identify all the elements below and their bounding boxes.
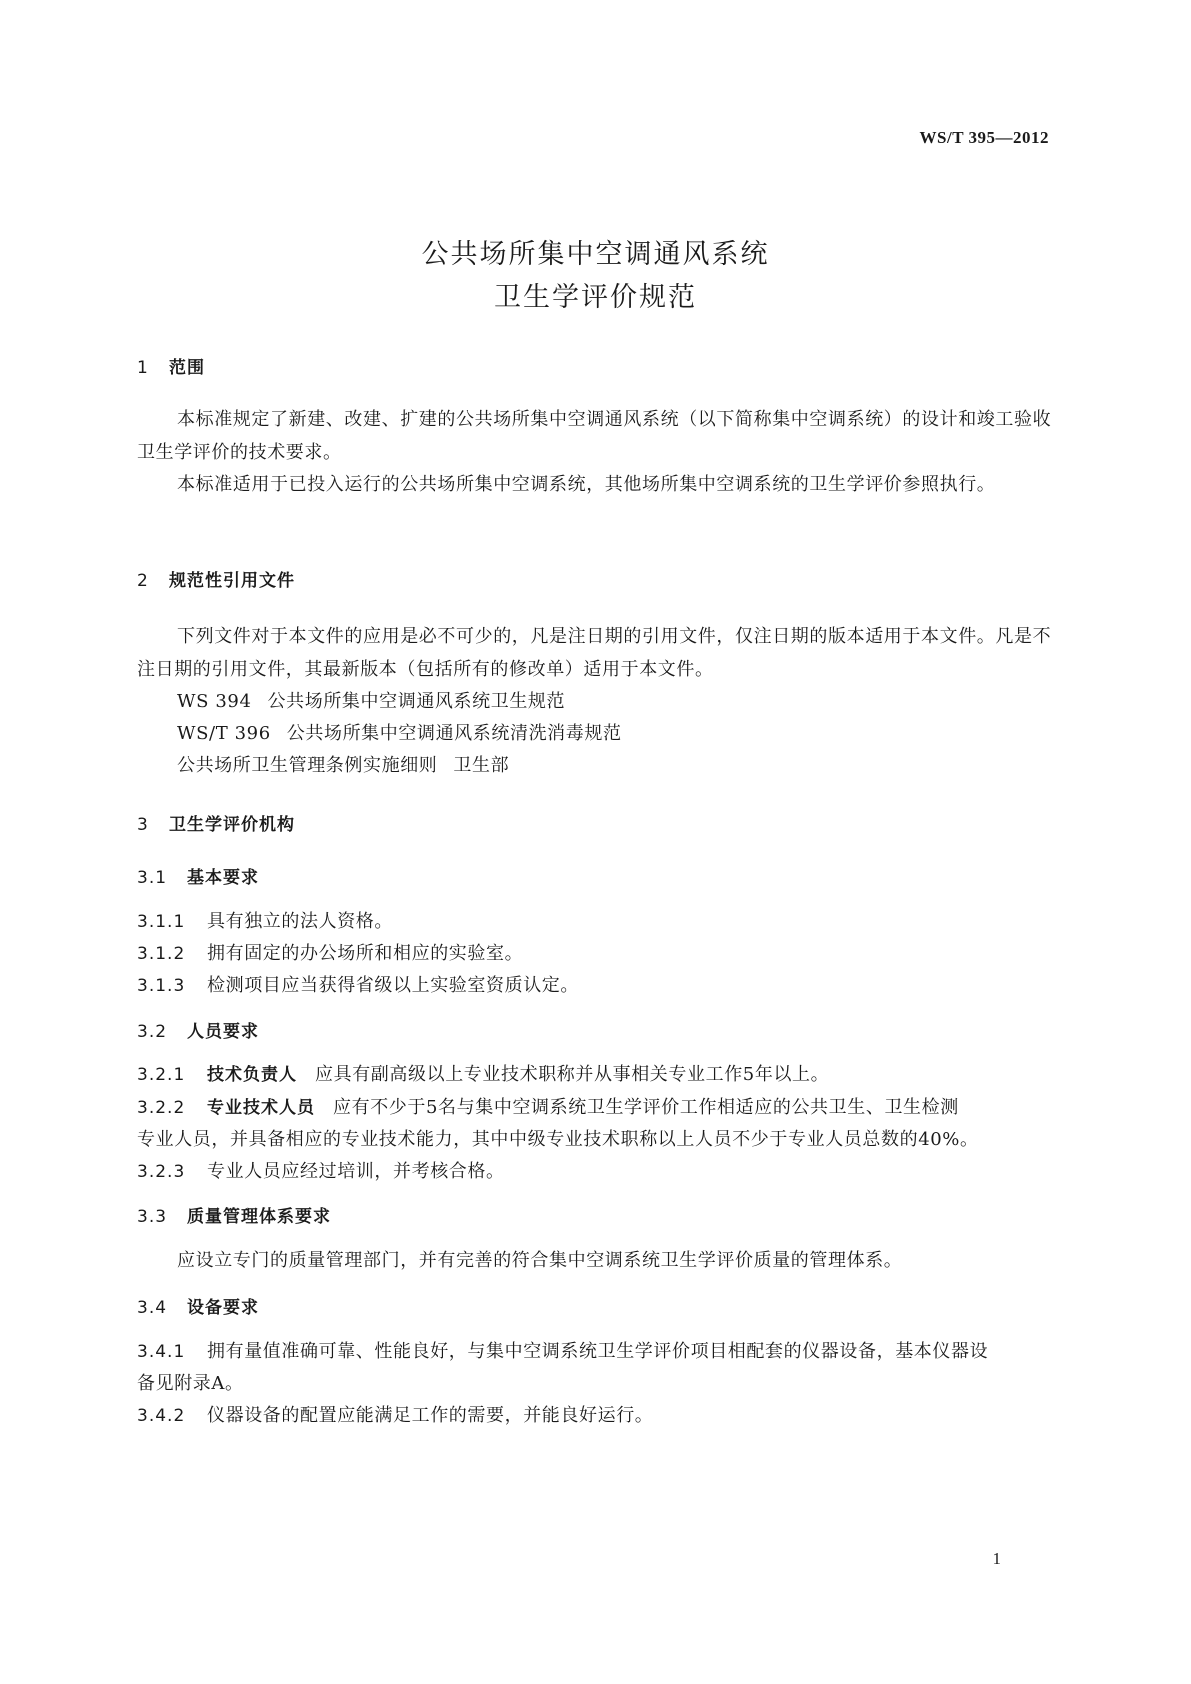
clause-text: 拥有量值准确可靠、性能良好，与集中空调系统卫生学评价项目相配套的仪器设备，基本仪器设 — [207, 1341, 989, 1362]
clause-text: 拥有固定的办公场所和相应的实验室。 — [207, 943, 524, 964]
clause-number: 3.2.2 — [137, 1098, 186, 1118]
reference-code: WS/T 396 — [177, 723, 271, 744]
section-title: 规范性引用文件 — [169, 571, 295, 591]
section-1-paragraph-1: 本标准规定了新建、改建、扩建的公共场所集中空调通风系统（以下简称集中空调系统）的设计和竣工验收卫生学评价的技术要求。 — [137, 409, 1052, 463]
section-3-heading — [137, 810, 295, 835]
document-title-line1: 公共场所集中空调通风系统 — [421, 239, 770, 270]
subsection-number: 3.4 — [137, 1298, 168, 1318]
subsection-title: 人员要求 — [187, 1022, 259, 1042]
subsection-title: 质量管理体系要求 — [187, 1207, 331, 1227]
reference-item — [177, 687, 565, 713]
clause-3-4-2 — [137, 1401, 653, 1427]
clause-3-4-1 — [137, 1337, 988, 1363]
clause-text: 具有独立的法人资格。 — [207, 911, 393, 932]
clause-3-2-3 — [137, 1157, 505, 1183]
section-1-heading — [137, 353, 205, 378]
clause-term: 专业技术人员 — [207, 1098, 315, 1118]
clause-term: 技术负责人 — [207, 1065, 297, 1085]
section-number: 3 — [137, 815, 149, 835]
reference-title: 公共场所集中空调通风系统清洗消毒规范 — [286, 723, 622, 744]
section-2-heading — [137, 566, 295, 591]
clause-3-4-1-continued: 备见附录A。 — [137, 1373, 244, 1394]
subsection-3-3-heading — [137, 1202, 331, 1227]
reference-title: 公共场所集中空调通风系统卫生规范 — [267, 691, 566, 712]
clause-text: 仪器设备的配置应能满足工作的需要，并能良好运行。 — [207, 1405, 654, 1426]
section-1-paragraph-2: 本标准适用于已投入运行的公共场所集中空调系统，其他场所集中空调系统的卫生学评价参照执行。 — [177, 474, 996, 495]
reference-title: 卫生部 — [453, 755, 510, 776]
clause-text: 应有不少于5名与集中空调系统卫生学评价工作相适应的公共卫生、卫生检测 — [333, 1097, 959, 1118]
reference-item — [177, 719, 622, 745]
section-title: 范围 — [169, 358, 205, 378]
subsection-3-1-heading — [137, 863, 259, 888]
reference-code: 公共场所卫生管理条例实施细则 — [177, 755, 438, 776]
clause-number: 3.1.2 — [137, 944, 186, 964]
clause-text: 专业人员应经过培训，并考核合格。 — [207, 1161, 505, 1182]
clause-3-1-3 — [137, 971, 579, 997]
clause-number: 3.2.3 — [137, 1162, 186, 1182]
clause-text: 检测项目应当获得省级以上实验室资质认定。 — [207, 975, 579, 996]
subsection-number: 3.1 — [137, 868, 168, 888]
section-number: 2 — [137, 571, 149, 591]
clause-number: 3.1.3 — [137, 976, 186, 996]
subsection-number: 3.2 — [137, 1022, 168, 1042]
clause-number: 3.4.1 — [137, 1342, 186, 1362]
clause-3-1-2 — [137, 939, 523, 965]
subsection-3-2-heading — [137, 1017, 259, 1042]
clause-number: 3.1.1 — [137, 912, 186, 932]
document-title-line2: 卫生学评价规范 — [494, 282, 697, 313]
subsection-title: 基本要求 — [187, 868, 259, 888]
subsection-3-4-heading — [137, 1293, 259, 1318]
clause-text: 应具有副高级以上专业技术职称并从事相关专业工作5年以上。 — [315, 1064, 830, 1085]
section-2-paragraph: 下列文件对于本文件的应用是必不可少的，凡是注日期的引用文件，仅注日期的版本适用于本文件。凡是不注日期的引用文件，其最新版本（包括所有的修改单）适用于本文件。 — [137, 626, 1052, 680]
page-number: 1 — [992, 1549, 1001, 1568]
reference-item — [177, 751, 509, 777]
subsection-title: 设备要求 — [187, 1298, 259, 1318]
section-title: 卫生学评价机构 — [169, 815, 295, 835]
clause-number: 3.2.1 — [137, 1065, 186, 1085]
clause-3-1-1 — [137, 907, 393, 933]
standard-code: WS/T 395—2012 — [919, 128, 1049, 147]
clause-number: 3.4.2 — [137, 1406, 186, 1426]
subsection-3-3-paragraph: 应设立专门的质量管理部门，并有完善的符合集中空调系统卫生学评价质量的管理体系。 — [177, 1250, 903, 1271]
clause-3-2-1 — [137, 1060, 829, 1086]
subsection-number: 3.3 — [137, 1207, 168, 1227]
clause-3-2-2-continued: 专业人员，并具备相应的专业技术能力，其中中级专业技术职称以上人员不少于专业人员总数的40%。 — [137, 1129, 979, 1150]
section-number: 1 — [137, 358, 149, 378]
reference-code: WS 394 — [177, 691, 252, 712]
clause-3-2-2 — [137, 1093, 959, 1119]
